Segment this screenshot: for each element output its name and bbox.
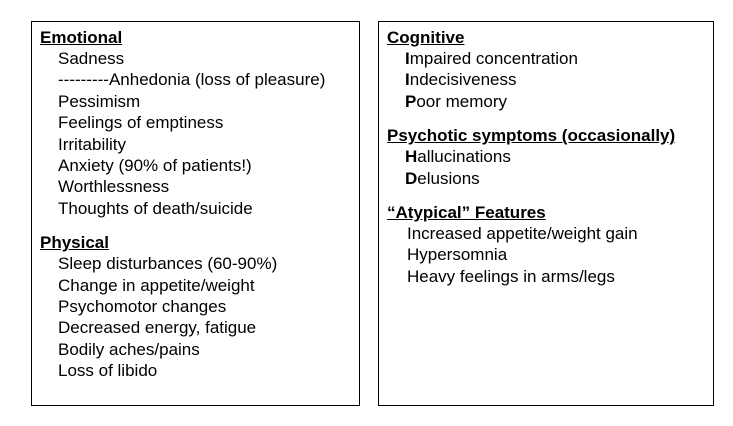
emotional-heading: Emotional (40, 28, 123, 47)
atypical-list (387, 223, 705, 287)
item-initial: I (405, 49, 410, 68)
list-item: Anxiety (90% of patients!) (58, 156, 252, 176)
left-symptom-box (31, 21, 360, 406)
item-rest: elusions (417, 168, 480, 188)
list-item (387, 146, 705, 167)
item-initial: P (405, 91, 417, 111)
list-item: Loss of libido (58, 361, 158, 381)
list-item: Decreased energy, fatigue (58, 318, 257, 338)
list-item: Pessimism (58, 91, 141, 111)
item-initial: D (405, 168, 418, 188)
list-item: Worthlessness (58, 177, 170, 197)
psychotic-list (387, 146, 705, 189)
list-item: Hypersomnia (407, 245, 508, 265)
list-item (387, 48, 705, 69)
right-symptom-box (378, 21, 714, 406)
physical-heading: Physical (40, 233, 109, 253)
item-initial: H (405, 147, 418, 167)
list-item: Bodily aches/pains (58, 339, 200, 359)
list-item: ---------Anhedonia (loss of pleasure) (58, 70, 326, 90)
list-item (387, 168, 705, 189)
list-item: Heavy feelings in arms/legs (407, 266, 615, 286)
list-item: Feelings of emptiness (58, 113, 224, 133)
atypical-heading: “Atypical” Features (387, 203, 546, 223)
item-rest: allucinations (417, 147, 511, 167)
item-rest: mpaired concentration (409, 49, 578, 68)
list-item: Sadness (58, 49, 125, 68)
list-item (387, 69, 705, 90)
item-rest: ndecisiveness (409, 70, 517, 90)
cognitive-heading: Cognitive (387, 28, 465, 47)
psychotic-heading: Psychotic symptoms (occasionally) (387, 126, 676, 146)
list-item: Increased appetite/weight gain (407, 224, 638, 244)
cognitive-list (387, 48, 705, 112)
list-item (387, 91, 705, 112)
physical-list (40, 253, 351, 381)
emotional-list (40, 48, 351, 219)
item-initial: I (405, 70, 410, 90)
list-item: Psychomotor changes (58, 297, 227, 317)
item-rest: oor memory (416, 91, 508, 111)
list-item: Irritability (58, 134, 127, 154)
list-item: Sleep disturbances (60-90%) (58, 254, 278, 274)
list-item: Change in appetite/weight (58, 275, 255, 295)
list-item: Thoughts of death/suicide (58, 198, 253, 218)
